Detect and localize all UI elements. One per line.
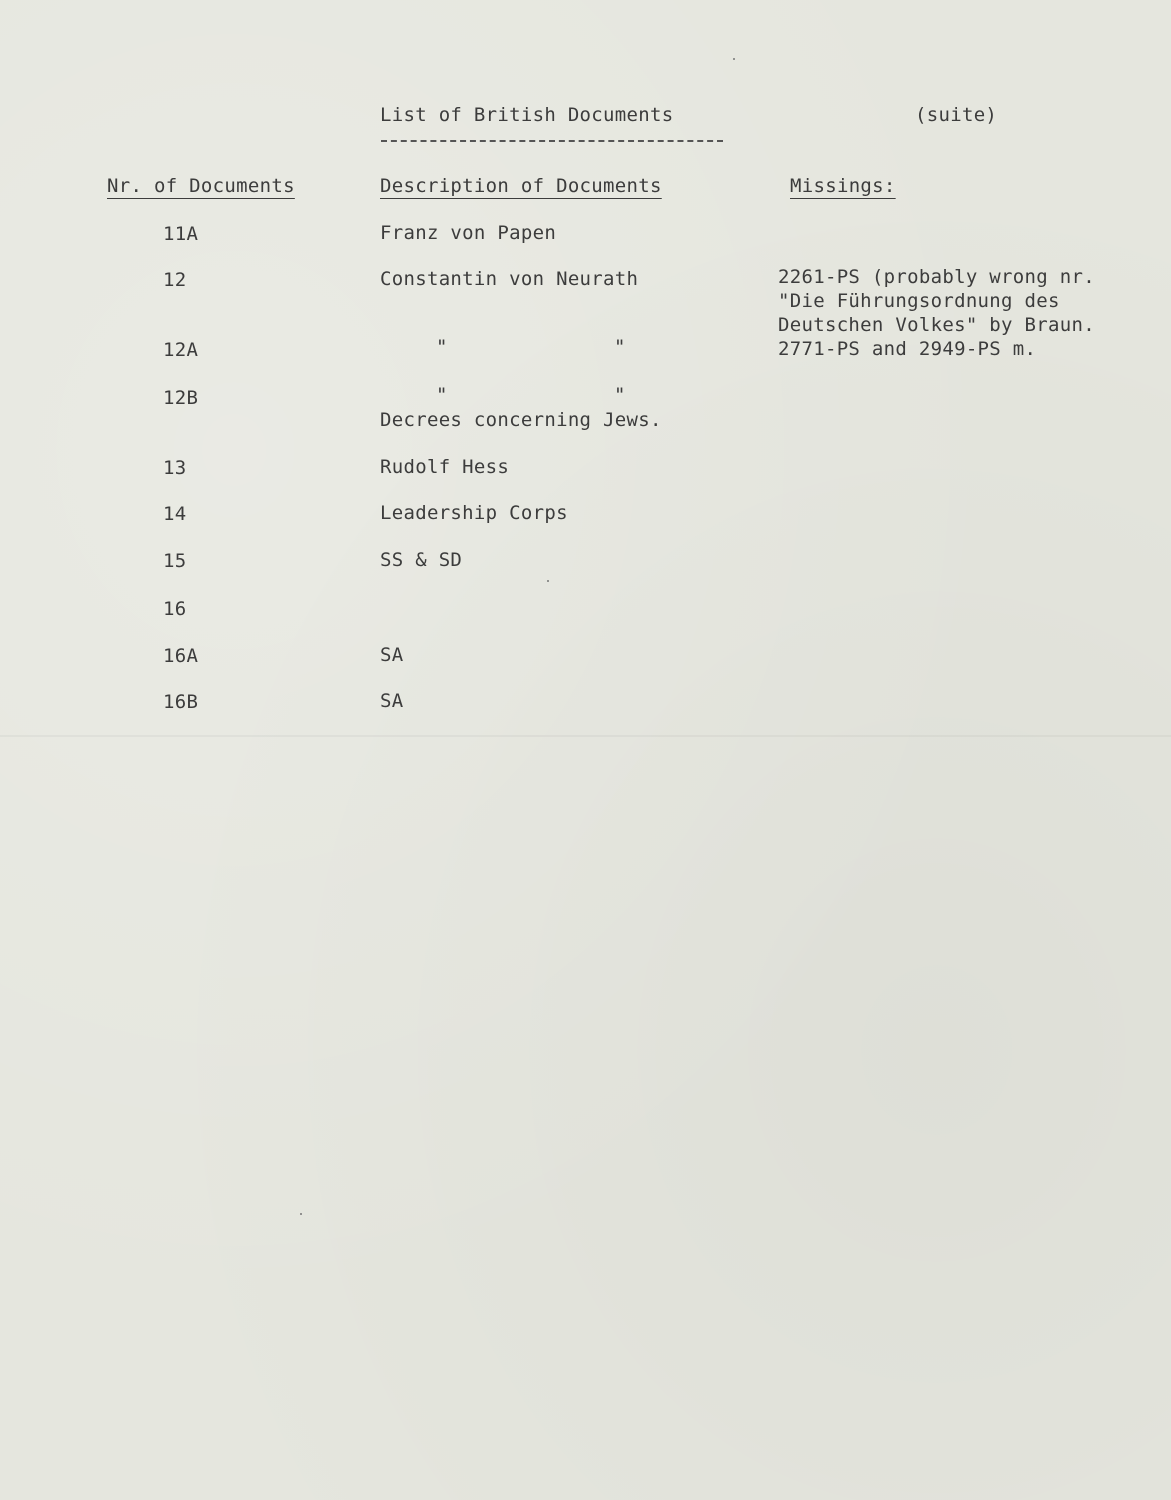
row-description: Leadership Corps [380, 502, 568, 524]
header-missings: Missings: [790, 175, 896, 197]
title-dashed-underline [381, 140, 723, 142]
row-number: 13 [163, 457, 187, 479]
row-description: SS & SD [380, 549, 463, 571]
missings-line: 2771-PS and 2949-PS m. [778, 338, 1037, 360]
header-description: Description of Documents [380, 175, 662, 197]
row-description: Decrees concerning Jews. [380, 409, 662, 431]
missings-line: Deutschen Volkes" by Braun. [778, 314, 1095, 336]
ditto-mark: " [436, 336, 448, 358]
missings-line: 2261-PS (probably wrong nr. [778, 266, 1095, 288]
row-number: 11A [163, 223, 199, 245]
row-description: Franz von Papen [380, 222, 557, 244]
header-nr-of-documents: Nr. of Documents [107, 175, 295, 197]
paper-speck [300, 1213, 302, 1215]
row-description: Constantin von Neurath [380, 268, 639, 290]
ditto-mark: " [614, 384, 626, 406]
row-number: 14 [163, 503, 187, 525]
document-title: List of British Documents [380, 104, 674, 126]
missings-line: "Die Führungsordnung des [778, 290, 1060, 312]
row-description: SA [380, 690, 404, 712]
row-number: 12B [163, 387, 199, 409]
row-description: Rudolf Hess [380, 456, 510, 478]
row-number: 12 [163, 269, 187, 291]
row-number: 15 [163, 550, 187, 572]
suite-label: (suite) [915, 104, 998, 126]
ditto-mark: " [614, 336, 626, 358]
row-number: 16B [163, 691, 199, 713]
row-number: 16 [163, 598, 187, 620]
row-number: 12A [163, 339, 199, 361]
paper-fold-line [0, 735, 1171, 737]
paper-speck [733, 58, 735, 60]
paper-speck [547, 580, 549, 582]
row-description: SA [380, 644, 404, 666]
row-number: 16A [163, 645, 199, 667]
ditto-mark: " [436, 384, 448, 406]
